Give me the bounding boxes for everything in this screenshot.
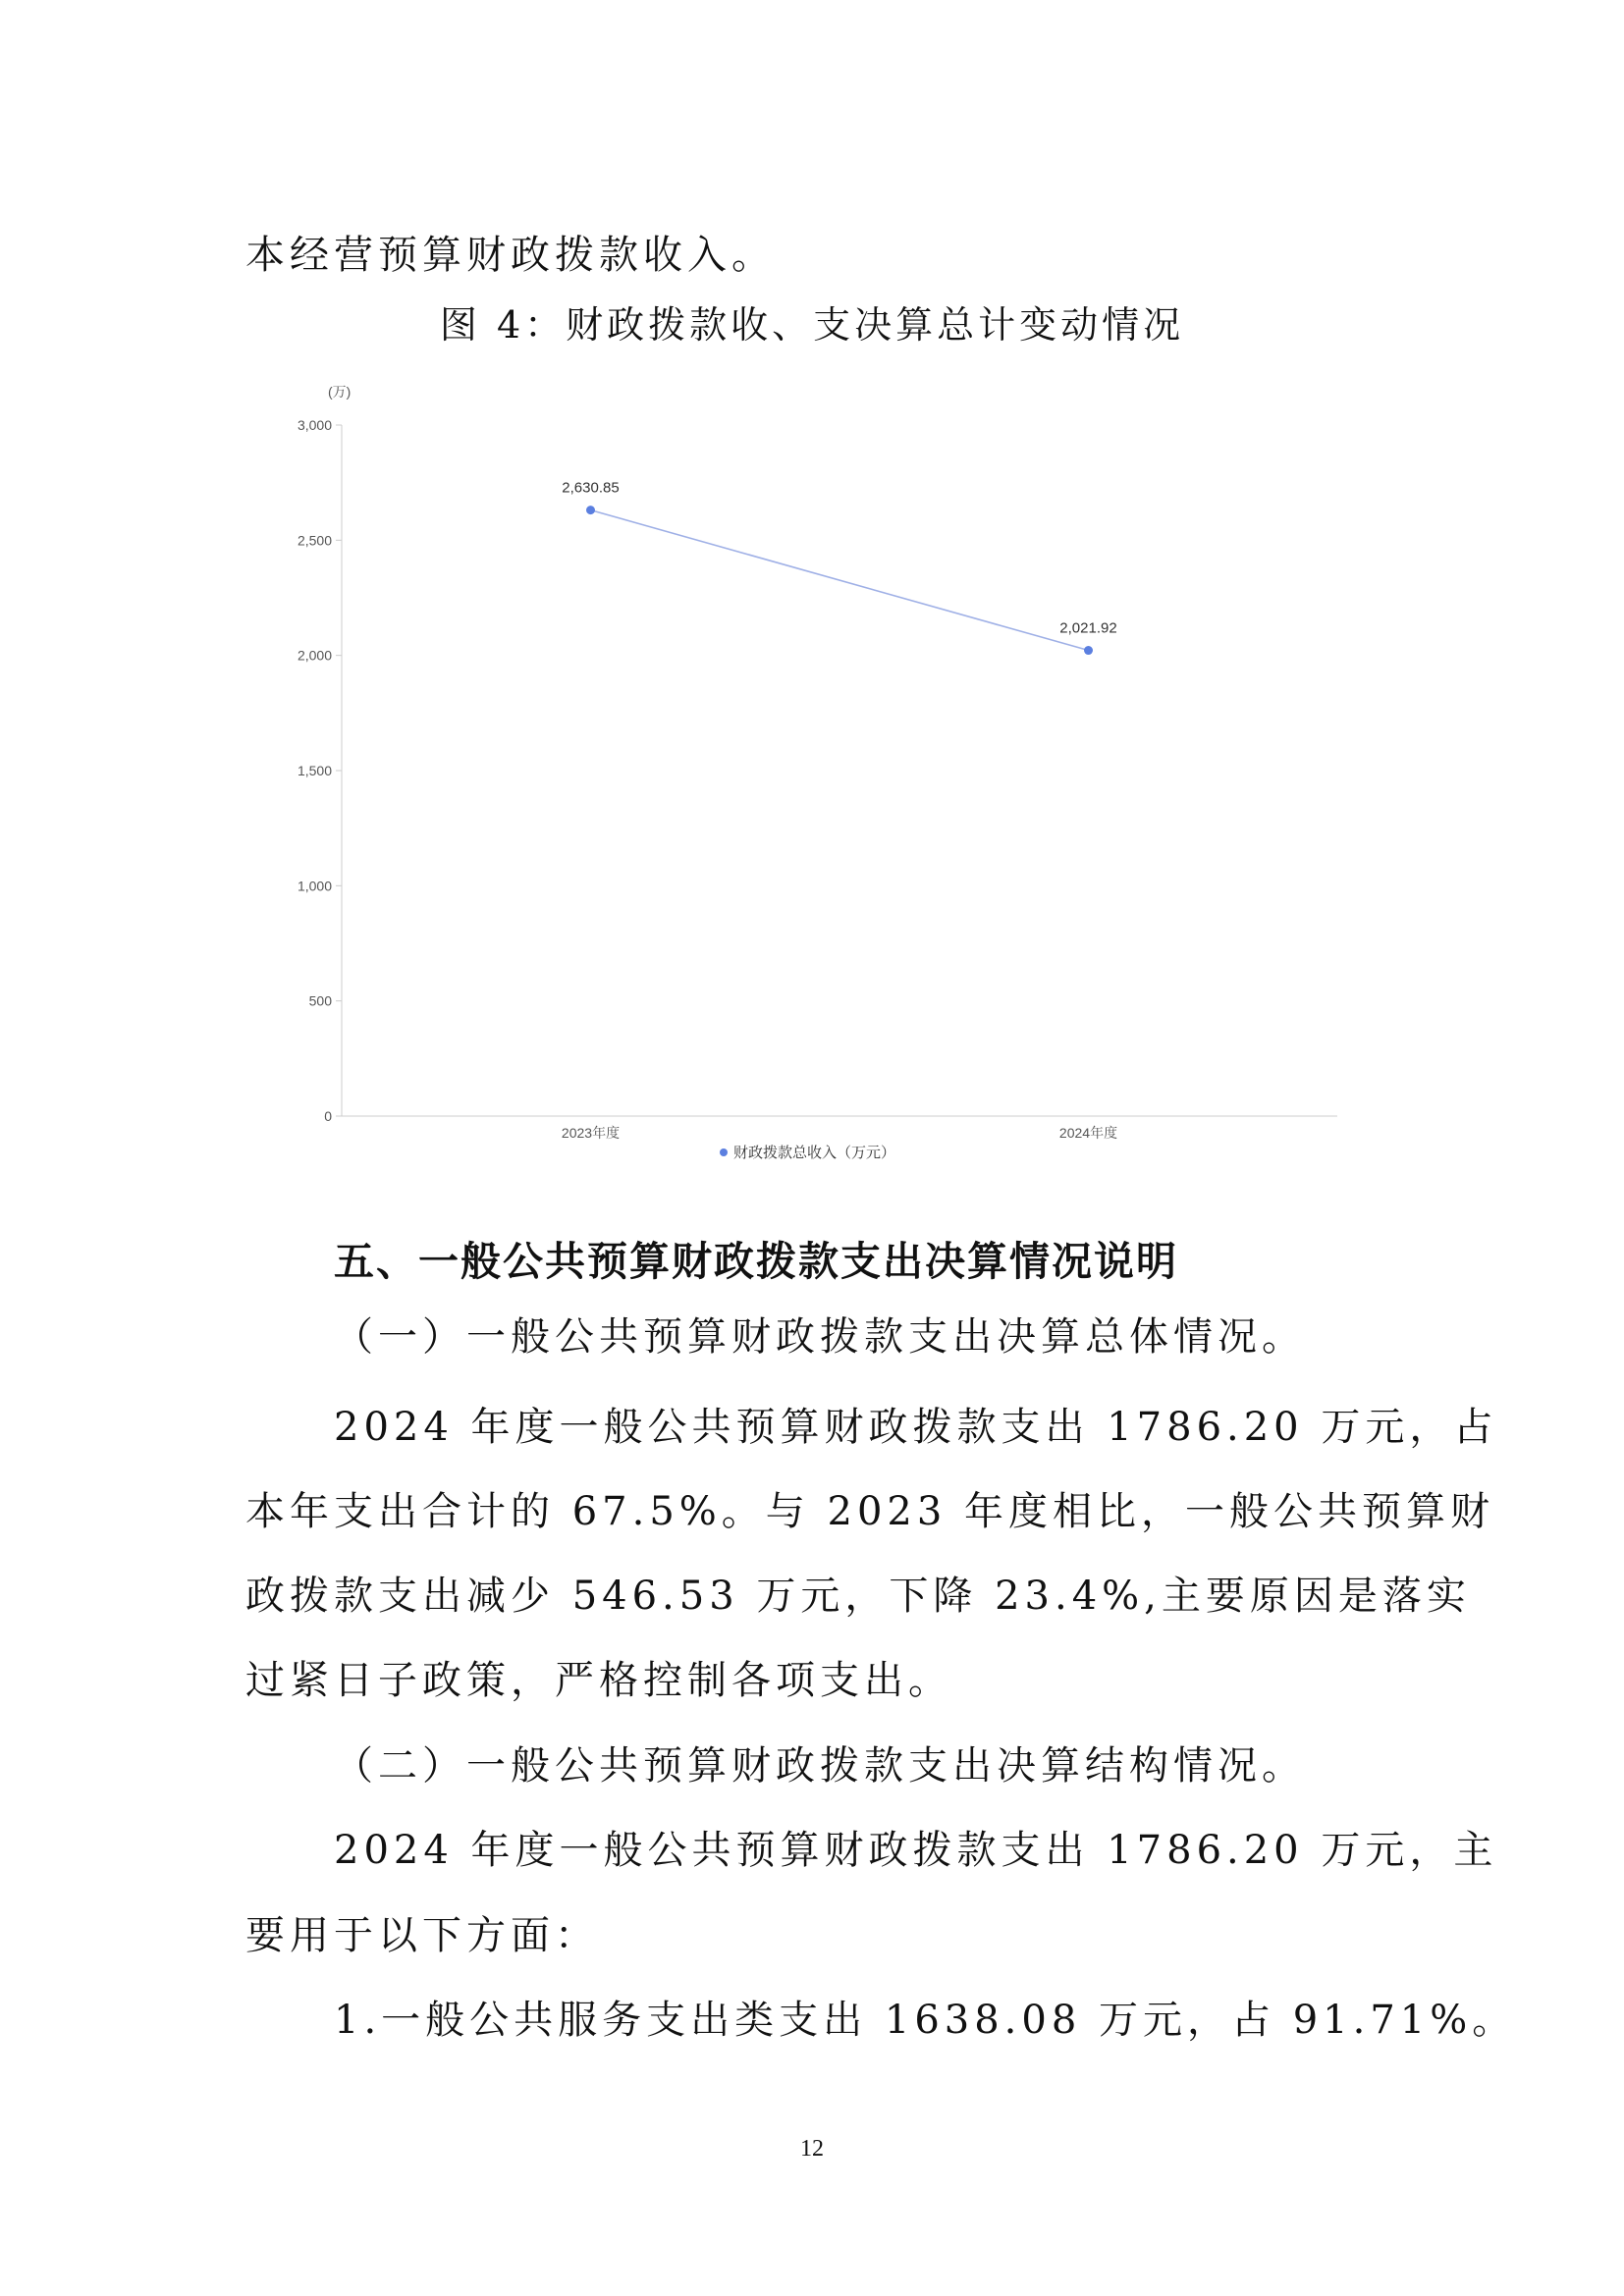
sub2-body-line-2: 要用于以下方面： bbox=[245, 1913, 599, 1958]
sub1-title: （一）一般公共预算财政拨款支出决算总体情况。 bbox=[334, 1314, 1306, 1360]
y-ticks bbox=[298, 417, 342, 1124]
sub1-body-line-4: 过紧日子政策，严格控制各项支出。 bbox=[245, 1658, 952, 1703]
y-tick-label: 3,000 bbox=[297, 417, 332, 433]
y-tick-label: 0 bbox=[324, 1108, 332, 1124]
y-unit-label: (万) bbox=[328, 384, 352, 400]
sub1-body-line-1: 2024 年度一般公共预算财政拨款支出 1786.20 万元，占 bbox=[334, 1405, 1498, 1450]
y-tick-label: 2,500 bbox=[297, 532, 332, 549]
section-heading: 五、一般公共预算财政拨款支出决算情况说明 bbox=[334, 1238, 1178, 1285]
legend bbox=[720, 1144, 895, 1161]
figure-caption: 图 4：财政拨款收、支决算总计变动情况 bbox=[439, 303, 1185, 347]
series-line bbox=[591, 510, 1089, 651]
sub1-body-line-3: 政拨款支出减少 546.53 万元，下降 23.4%,主要原因是落实 bbox=[245, 1574, 1471, 1619]
data-label: 2,630.85 bbox=[562, 479, 620, 497]
sub2-body-line-1: 2024 年度一般公共预算财政拨款支出 1786.20 万元，主 bbox=[334, 1828, 1498, 1873]
sub2-title: （二）一般公共预算财政拨款支出决算结构情况。 bbox=[334, 1743, 1306, 1789]
list-item-1: 1.一般公共服务支出类支出 1638.08 万元，占 91.71%。 bbox=[334, 1998, 1517, 2043]
intro-tail-line: 本经营预算财政拨款收入。 bbox=[245, 233, 776, 278]
data-point bbox=[586, 506, 595, 514]
x-tick-label: 2024年度 bbox=[1058, 1125, 1118, 1141]
y-tick-label: 500 bbox=[308, 992, 332, 1009]
x-ticks bbox=[562, 1125, 1117, 1141]
data-point bbox=[1084, 646, 1093, 655]
x-tick-label: 2023年度 bbox=[561, 1125, 621, 1141]
page-number: 12 bbox=[800, 2136, 824, 2162]
sub1-body-line-2: 本年支出合计的 67.5%。与 2023 年度相比，一般公共预算财 bbox=[245, 1489, 1495, 1534]
legend-label: 财政拨款总收入（万元） bbox=[733, 1145, 896, 1161]
data-labels bbox=[562, 480, 1116, 637]
line-chart bbox=[245, 373, 1375, 1188]
legend-marker bbox=[720, 1148, 728, 1156]
data-label: 2,021.92 bbox=[1059, 619, 1117, 637]
y-tick-label: 1,000 bbox=[297, 878, 332, 894]
y-tick-label: 1,500 bbox=[297, 763, 332, 778]
y-tick-label: 2,000 bbox=[297, 647, 332, 664]
